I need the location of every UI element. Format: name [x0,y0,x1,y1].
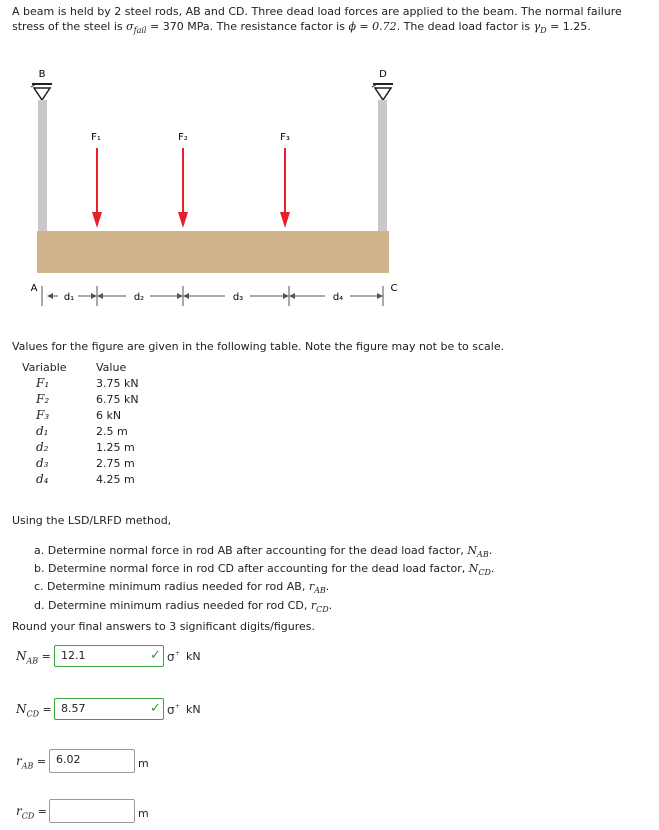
rcd-label: $r_{CD}$ = [16,804,48,821]
svg-text:σ: σ [167,650,175,664]
part-c: c. Determine minimum radius needed for rod AB, $r_{AB}$. [34,580,330,596]
label-D: D [379,69,387,80]
nab-input[interactable]: 12.1 [54,645,164,667]
rab-input[interactable]: 6.02 [49,749,135,773]
method-text: Using the LSD/LRFD method, [12,514,172,527]
beam-figure [0,0,659,330]
svg-text:+: + [175,703,181,710]
rod-AB [38,100,47,232]
problem-statement: A beam is held by 2 steel rods, AB and CD. Three dead load forces are applied to the beam. The normal failure stress of the steel is $\sigma_{fail} = 370$ MPa. The resistance factor is ϕ = 0.72. The dead load factor is $\gamma_D = 1.25$. [12,5,622,36]
label-B: B [38,69,46,80]
label-d1: d₁ [63,292,75,303]
nab-label: $N_{AB}$ = [16,649,51,666]
table-row: F₂ 6.75 kN [36,392,139,406]
table-row: d₄ 4.25 m [36,472,135,486]
force-F3-arrow [280,148,290,228]
nab-formula-tool-icon[interactable] [166,648,182,664]
label-d3: d₃ [232,292,244,303]
support-D [372,84,393,100]
ncd-correct-icon: ✓ [150,701,161,716]
ncd-label: $N_{CD}$ = [16,702,52,719]
label-d4: d₄ [332,292,344,303]
table-row: d₁ 2.5 m [36,424,128,438]
header-variable: Variable [22,360,67,374]
rab-unit: m [138,757,149,770]
table-row: d₂ 1.25 m [36,440,135,454]
table-row: d₃ 2.75 m [36,456,135,470]
label-F3: F₃ [280,132,290,143]
svg-text:σ: σ [167,703,175,717]
rab-label: $r_{AB}$ = [16,754,47,771]
label-F2: F₂ [178,132,188,143]
rounding-note: Round your final answers to 3 significant digits/figures. [12,620,315,633]
ncd-formula-tool-icon[interactable] [166,701,182,717]
part-b: b. Determine normal force in rod CD after accounting for the dead load factor, $N_{CD}$. [34,562,495,578]
values-table [22,359,139,487]
svg-text:+: + [175,650,181,657]
beam [37,231,389,273]
label-F1: F₁ [91,132,101,143]
table-header [22,359,139,375]
figure-note: Values for the figure are given in the following table. Note the figure may not be to scale. [12,340,505,353]
label-d2: d₂ [133,292,145,303]
support-B [31,84,52,100]
nab-unit: kN [186,650,201,663]
rod-CD [378,100,387,232]
header-value: Value [96,360,127,374]
ncd-unit: kN [186,703,201,716]
question-parts [34,544,494,617]
label-A: A [30,283,38,294]
label-C: C [390,283,398,294]
part-d: d. Determine minimum radius needed for rod CD, $r_{CD}$. [34,598,333,614]
table-row: F₃ 6 kN [36,408,122,422]
force-F1-arrow [92,148,102,228]
nab-correct-icon: ✓ [150,648,161,663]
table-row: F₁ 3.75 kN [36,376,139,390]
part-a: a. Determine normal force in rod AB after accounting for the dead load factor, $N_{AB}$. [34,544,493,560]
rcd-unit: m [138,807,149,820]
rcd-input[interactable] [49,799,135,823]
ncd-input[interactable]: 8.57 [54,698,164,720]
force-F2-arrow [178,148,188,228]
